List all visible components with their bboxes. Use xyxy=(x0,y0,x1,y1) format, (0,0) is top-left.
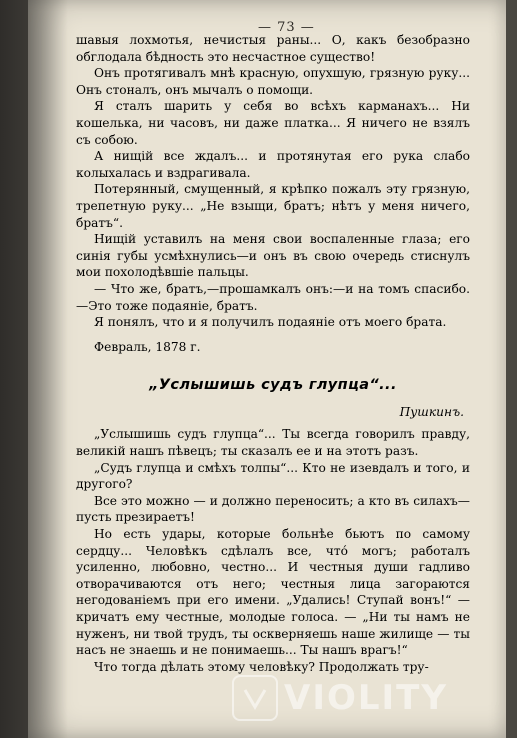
paragraph: Онъ протягивалъ мнѣ красную, опухшую, грязную руку... Онъ стоналъ, онъ мычалъ о помощи. xyxy=(76,66,470,97)
paragraph: Но есть удары, которые больнѣе бьютъ по самому сердцу... Человѣкъ сдѣлалъ все, что́ могъ; работалъ усиленно, любовно, честно... И честныя души гадливо отворачиваются отъ него; честныя лица загораются негодованіемъ при его имени. „Удались! Ступай вонъ!“ — кричатъ ему честные, молодые голоса. — „Ни ты намъ не нуженъ, ни твой трудъ, ты оскверняешь наше жилище — ты насъ не знаешь и не понимаешь... Ты нашъ врагъ!“ xyxy=(76,527,470,658)
story-end xyxy=(76,32,470,331)
violity-logo-icon xyxy=(232,675,278,721)
epigraph: Пушкинъ. xyxy=(399,404,464,419)
page-number: — 73 — xyxy=(258,20,315,35)
paragraph: Все это можно — и должно переносить; а кто въ силахъ—пусть презираетъ! xyxy=(76,493,470,525)
paragraph: Потерянный, смущенный, я крѣпко пожалъ эту грязную, трепетную руку... „Не взыщи, братъ; нѣтъ у меня ничего, братъ“. xyxy=(76,182,470,230)
paragraph: Я понялъ, что и я получилъ подаяніе отъ моего брата. xyxy=(94,315,447,330)
chapter-text xyxy=(76,426,470,675)
paragraph: А нищій все ждалъ... и протянутая его рука слабо колыхалась и вздрагивала. xyxy=(76,149,470,180)
paragraph: шавыя лохмотья, нечистыя раны... О, какъ безобразно обглодала бѣдность это несчастное существо! xyxy=(76,33,470,64)
paragraph: „Услышишь судъ глупца“... Ты всегда говорилъ правду, великій нашъ пѣвецъ; ты сказалъ ее и на этотъ разъ. xyxy=(76,427,470,459)
paragraph: Что тогда дѣлать этому человѣку? Продолжать тру- xyxy=(94,659,429,674)
page-text xyxy=(76,32,470,675)
watermark-text: VIOLITY xyxy=(284,678,448,718)
paragraph: Я сталъ шарить у себя во всѣхъ карманахъ... Ни кошелька, ни часовъ, ни даже платка... Я ничего не взялъ съ собою. xyxy=(76,99,470,147)
date-line: Февраль, 1878 г. xyxy=(94,339,201,354)
watermark xyxy=(232,672,502,724)
paragraph: Нищій уставилъ на меня свои воспаленные глаза; его синія губы усмѣхнулись—и онъ въ свою очередь стиснулъ мои похолодѣвшіе пальцы. xyxy=(76,232,470,280)
paragraph: — Что же, братъ,—прошамкалъ онъ:—и на томъ спасибо.—Это тоже подаяніе, братъ. xyxy=(76,281,470,313)
chapter-title: „Услышишь судъ глупца“... xyxy=(149,377,397,394)
paragraph: „Судъ глупца и смѣхъ толпы“... Кто не изевдалъ и того, и другого? xyxy=(76,460,470,492)
